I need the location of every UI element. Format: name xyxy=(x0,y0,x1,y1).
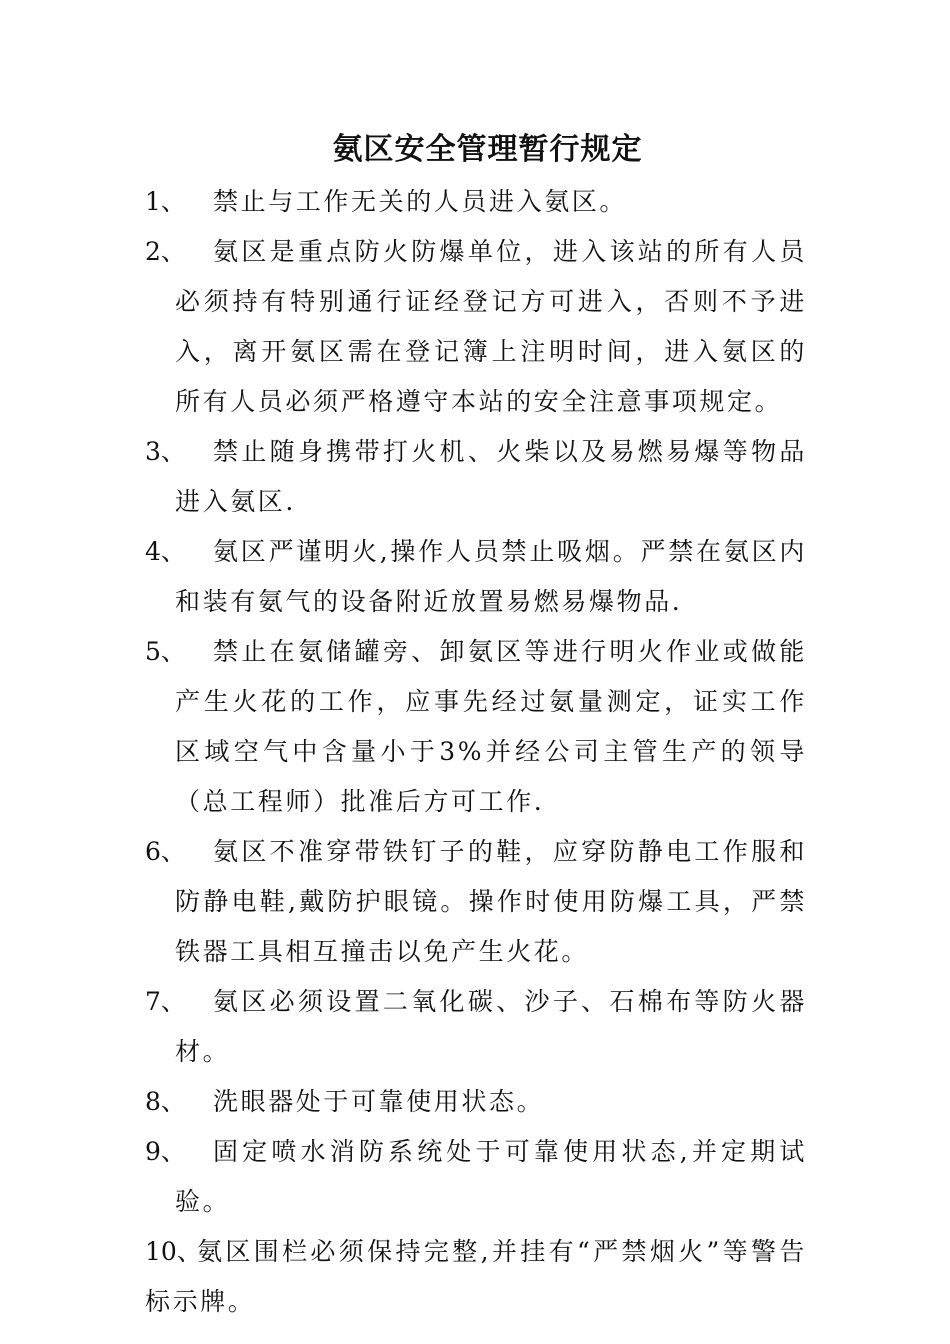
rule-number: 9、 xyxy=(145,1137,186,1166)
rule-text: 氨区严谨明火,操作人员禁止吸烟。严禁在氨区内和装有氨气的设备附近放置易燃易爆物品. xyxy=(175,537,807,616)
rule-text: 洗眼器处于可靠使用状态。 xyxy=(213,1087,545,1116)
rule-text: 氨区是重点防火防爆单位，进入该站的所有人员必须持有特别通行证经登记方可进入，否则不予进入，离开氨区需在登记簿上注明时间，进入氨区的所有人员必须严格遵守本站的安全注意事项规定。 xyxy=(175,237,807,416)
rule-item-7 xyxy=(145,977,807,1077)
rule-text: 氨区不准穿带铁钉子的鞋，应穿防静电工作服和防静电鞋,戴防护眼镜。操作时使用防爆工具，严禁铁器工具相互撞击以免产生火花。 xyxy=(175,837,807,966)
rule-number: 2、 xyxy=(145,237,186,266)
rule-item-8 xyxy=(145,1077,807,1127)
rule-item-1 xyxy=(145,177,807,227)
rule-item-4 xyxy=(145,527,807,627)
rule-number: 4、 xyxy=(145,537,186,566)
rule-item-6 xyxy=(145,827,807,977)
rule-item-3 xyxy=(145,427,807,527)
rules-list xyxy=(145,177,807,1327)
rule-item-10 xyxy=(145,1227,807,1327)
rule-item-9 xyxy=(145,1127,807,1227)
rule-text: 禁止在氨储罐旁、卸氨区等进行明火作业或做能产生火花的工作，应事先经过氨量测定，证实工作区域空气中含量小于3%并经公司主管生产的领导（总工程师）批准后方可工作. xyxy=(175,637,807,816)
rule-number: 6、 xyxy=(145,837,186,866)
rule-number: 5、 xyxy=(145,637,186,666)
rule-text: 禁止与工作无关的人员进入氨区。 xyxy=(213,187,628,216)
rule-number: 8、 xyxy=(145,1087,186,1116)
rule-text: 氨区围栏必须保持完整,并挂有“严禁烟火”等警告标示牌。 xyxy=(145,1237,807,1316)
rule-text: 固定喷水消防系统处于可靠使用状态,并定期试验。 xyxy=(175,1137,807,1216)
rule-item-2 xyxy=(145,227,807,427)
rule-item-5 xyxy=(145,627,807,827)
rule-text: 氨区必须设置二氧化碳、沙子、石棉布等防火器材。 xyxy=(175,987,807,1066)
document-title: 氨区安全管理暂行规定 xyxy=(332,132,643,167)
rule-number: 3、 xyxy=(145,437,186,466)
rule-number: 7、 xyxy=(145,987,186,1016)
rule-number: 1、 xyxy=(145,187,186,216)
rule-text: 禁止随身携带打火机、火柴以及易燃易爆等物品进入氨区. xyxy=(175,437,807,516)
rule-number: 10、 xyxy=(145,1237,202,1266)
